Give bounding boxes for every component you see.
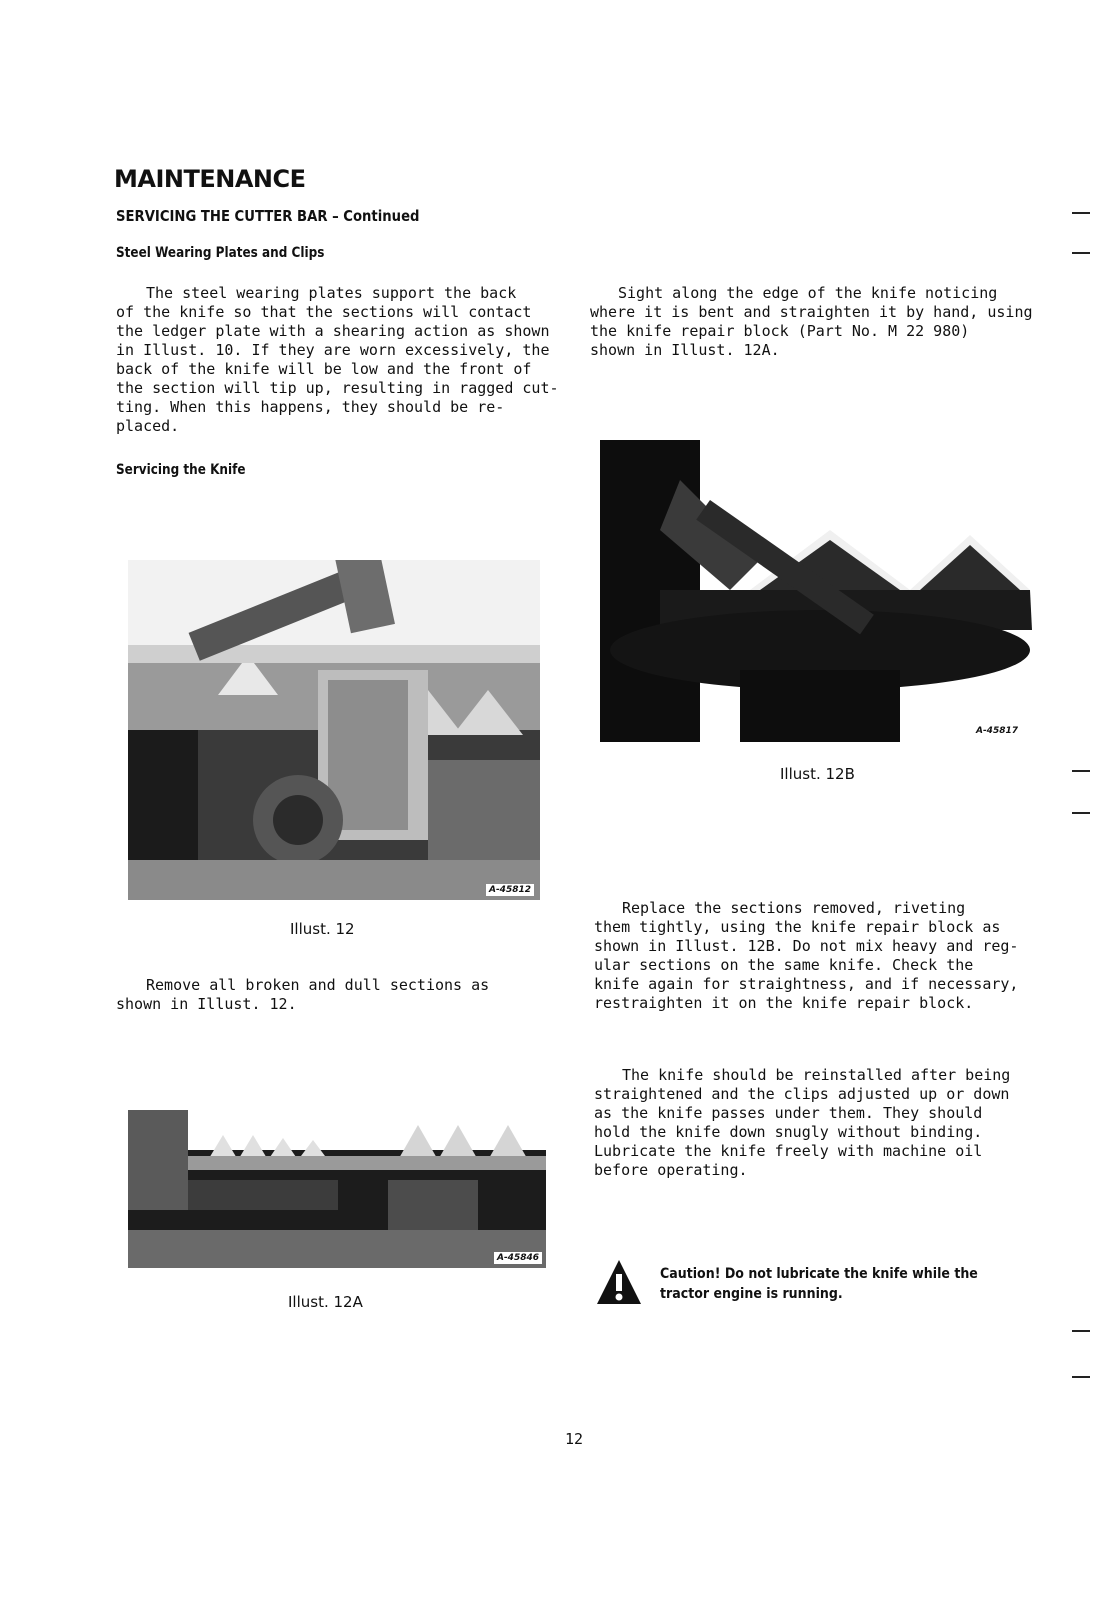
figure-code-12b: A-45817 xyxy=(975,726,1018,736)
illustration-12-photo xyxy=(128,560,540,900)
margin-mark xyxy=(1072,1330,1090,1332)
figure-code-12a: A-45846 xyxy=(494,1252,542,1264)
caption-illust-12a: Illust. 12A xyxy=(288,1293,363,1311)
illustration-12b-photo xyxy=(600,440,1032,742)
figure-code-12: A-45812 xyxy=(486,884,534,896)
illustration-12a-photo xyxy=(128,1080,546,1268)
paragraph-sight-along: Sight along the edge of the knife noticing where it is bent and straighten it by hand, using the knife repair block (Part No. M 22 980) shown in Illust. 12A. xyxy=(590,284,1033,359)
paragraph-remove-sections: Remove all broken and dull sections as shown in Illust. 12. xyxy=(116,976,490,1013)
margin-mark xyxy=(1072,770,1090,772)
caption-illust-12b: Illust. 12B xyxy=(780,765,855,783)
heading-servicing-knife: Servicing the Knife xyxy=(116,462,246,478)
margin-mark xyxy=(1072,1376,1090,1378)
margin-mark xyxy=(1072,212,1090,214)
warning-triangle-icon xyxy=(595,1258,643,1306)
paragraph-wearing-plates: The steel wearing plates support the back of the knife so that the sections will contact the ledger plate with a shearing action as shown in Illust. 10. If they are worn excessively, the back of the knife will be low and the front of the section will tip up, resulting in ragged cut- ting. When this happens, they should be re- placed. xyxy=(116,284,559,435)
paragraph-replace-sections: Replace the sections removed, riveting them tightly, using the knife repair block as shown in Illust. 12B. Do not mix heavy and reg- ular sections on the same knife. Check the knife again for straightness, and if necessary, restraighten it on the knife repair block. xyxy=(594,899,1019,1012)
margin-mark xyxy=(1072,252,1090,254)
caption-illust-12: Illust. 12 xyxy=(290,920,355,938)
page-number: 12 xyxy=(565,1430,584,1448)
heading-wearing-plates: Steel Wearing Plates and Clips xyxy=(116,245,325,261)
margin-mark xyxy=(1072,812,1090,814)
caution-note: Caution! Do not lubricate the knife while the tractor engine is running. xyxy=(660,1266,978,1302)
paragraph-reinstall-knife: The knife should be reinstalled after being straightened and the clips adjusted up or down as the knife passes under them. They should hold the knife down snugly without binding. Lubricate the knife freely with machine oil before operating. xyxy=(594,1066,1011,1179)
subsection-title: SERVICING THE CUTTER BAR – Continued xyxy=(116,207,420,225)
section-title: MAINTENANCE xyxy=(114,165,306,193)
